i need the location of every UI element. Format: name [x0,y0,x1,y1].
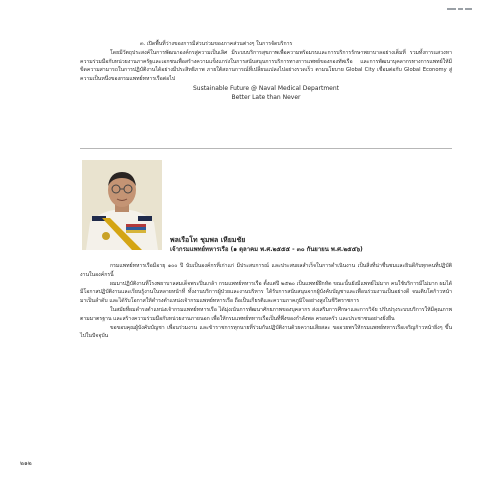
top-section [80,40,452,102]
corner-mark [465,8,472,10]
corner-mark [447,8,456,10]
paragraph-1: โดยมีวัตถุประสงค์ในการพัฒนาองค์กรสู่ความเป็นเลิศ มีระบบบริการสุขภาพเพื่อความพร้อมรบและการบริการรักษาพยาบาลอย่างเต็มที่ รวมทั้งการแสวงหาความร่วมมือกับหน่วยงานภาครัฐและเอกชนเพื่อสร้างความแข็งแกร่งในการสนับสนุนการบริการทางการแพทย์ของกองทัพเรือ และการพัฒนาบุคลากรทางการแพทย์ให้มีขีดความสามารถในการปฏิบัติงานได้อย่างมีประสิทธิภาพ ภายใต้สถานการณ์ที่เปลี่ยนแปลงไปอย่างรวดเร็ว ตามนโยบาย Global City เชื่อมต่อกับ Global Economy สู่ความเป็นหนึ่งของกรมแพทย์ทหารเรือต่อไป [80,49,452,83]
body-paragraph-4: ขอขอบคุณผู้บังคับบัญชา เพื่อนร่วมงาน และข้าราชการทุกนายที่ร่วมกันปฏิบัติงานด้วยความเสียสละ ขออวยพรให้กรมแพทย์ทหารเรือเจริญก้าวหน้ายิ่งๆ ขึ้นไปในปัจจุบัน [80,324,452,340]
body-section [80,262,452,341]
bio-block [170,236,452,254]
body-paragraph-2: ผมมาปฏิบัติงานที่โรงพยาบาลสมเด็จพระปิ่นเกล้า กรมแพทย์ทหารเรือ ตั้งแต่ปี ๒๕๒๐ เป็นแพทย์ฝึกหัด ขณะนั้นยังมีแพทย์ไม่มาก คนใช้บริการมีไม่มาก ผมได้มีโอกาสปฏิบัติงานและเรียนรู้งานในหลายหน้าที่ ทั้งงานบริการผู้ป่วยและงานบริหาร ได้รับการสนับสนุนจากผู้บังคับบัญชาและเพื่อนร่วมงานเป็นอย่างดี จนเติบโตก้าวหน้ามาเป็นลำดับ และได้รับโอกาสให้ดำรงตำแหน่งเจ้ากรมแพทย์ทหารเรือ ถือเป็นเกียรติและความภาคภูมิใจอย่างสูงในชีวิตราชการ [80,280,452,305]
item-heading: ๓. เปิดพื้นที่ว่างของการมีส่วนร่วมของภาคส่วนต่างๆ ในการจัดบริการ [140,41,293,47]
bio-title: เจ้ากรมแพทย์ทหารเรือ (๑ ตุลาคม พ.ศ.๒๕๕๕ - ๓๐ กันยายน พ.ศ.๒๕๕๖) [170,246,363,253]
corner-mark [458,8,463,10]
motto-line-2: Better Late than Never [231,93,301,101]
bio-name: พลเรือโท ชุมพล เหียมชัย [170,236,246,244]
section-divider [80,148,452,149]
body-paragraph-1: กรมแพทย์ทหารเรือมีอายุ ๑๐๐ ปี นับเป็นองค์กรที่เก่าแก่ มีประสบการณ์ และประสบผลสำเร็จในการดำเนินงาน เป็นสิ่งที่น่าชื่นชมและยินดีกับทุกคนที่ปฏิบัติงานในองค์กรนี้ [80,263,452,278]
corner-decoration [447,8,472,10]
page-number: ๒๑๒ [20,460,32,467]
motto-line-1: Sustainable Future @ Naval Medical Department [192,84,340,92]
body-paragraph-3: ในสมัยที่ผมดำรงตำแหน่งเจ้ากรมแพทย์ทหารเรือ ได้มุ่งเน้นการพัฒนาศักยภาพของบุคลากร ส่งเสริมการศึกษาและการวิจัย ปรับปรุงระบบบริการให้มีคุณภาพตามมาตรฐาน และสร้างความร่วมมือกับหน่วยงานภายนอก เพื่อให้กรมแพทย์ทหารเรือเป็นที่พึ่งของกำลังพล ครอบครัว และประชาชนอย่างยั่งยืน [80,306,452,322]
portrait-photo [82,160,162,250]
